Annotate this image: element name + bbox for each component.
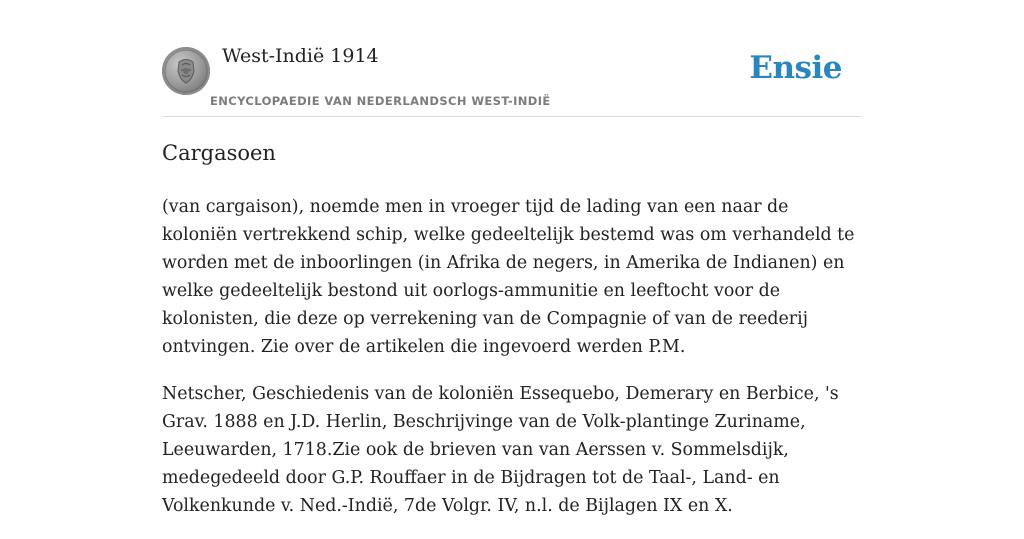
article-title: Cargasoen <box>162 141 276 165</box>
coin-seal-graphic <box>162 47 210 95</box>
brand-logo-link[interactable]: Ensie <box>749 50 842 86</box>
page <box>162 0 862 516</box>
header <box>162 0 862 117</box>
article-paragraph: (van cargaison), noemde men in vroeger tijd de lading van een naar de koloniën vertrekkend schip, welke gedeeltelijk bestemd was om verhandeld te worden met de inboorlingen (in Afrika de negers, in Amerika de Indianen) en welke gedeeltelijk bestond uit oorlogs-ammunitie en leeftocht voor de kolonisten, die deze op verrekening van de Compagnie of van de reederij ontvingen. Zie over de artikelen die ingevoerd werden P.M. <box>162 197 855 357</box>
coin-seal-icon[interactable] <box>162 47 210 95</box>
book-subtitle[interactable]: ENCYCLOPAEDIE VAN NEDERLANDSCH WEST-INDIË <box>210 94 551 108</box>
book-title[interactable]: West-Indië 1914 <box>222 45 379 67</box>
article-body <box>162 193 867 539</box>
article-paragraph: Netscher, Geschiedenis van de koloniën Essequebo, Demerary en Berbice, 's Grav. 1888 en J.D. Herlin, Beschrijvinge van de Volk-plantinge Zuriname, Leeuwarden, 1718.Zie ook de brieven van van Aerssen v. Sommelsdijk, medegedeeld door G.P. Rouffaer in de Bijdragen tot de Taal-, Land- en Volkenkunde v. Ned.-Indië, 7de Volgr. IV, n.l. de Bijlagen IX en X. <box>162 384 839 516</box>
